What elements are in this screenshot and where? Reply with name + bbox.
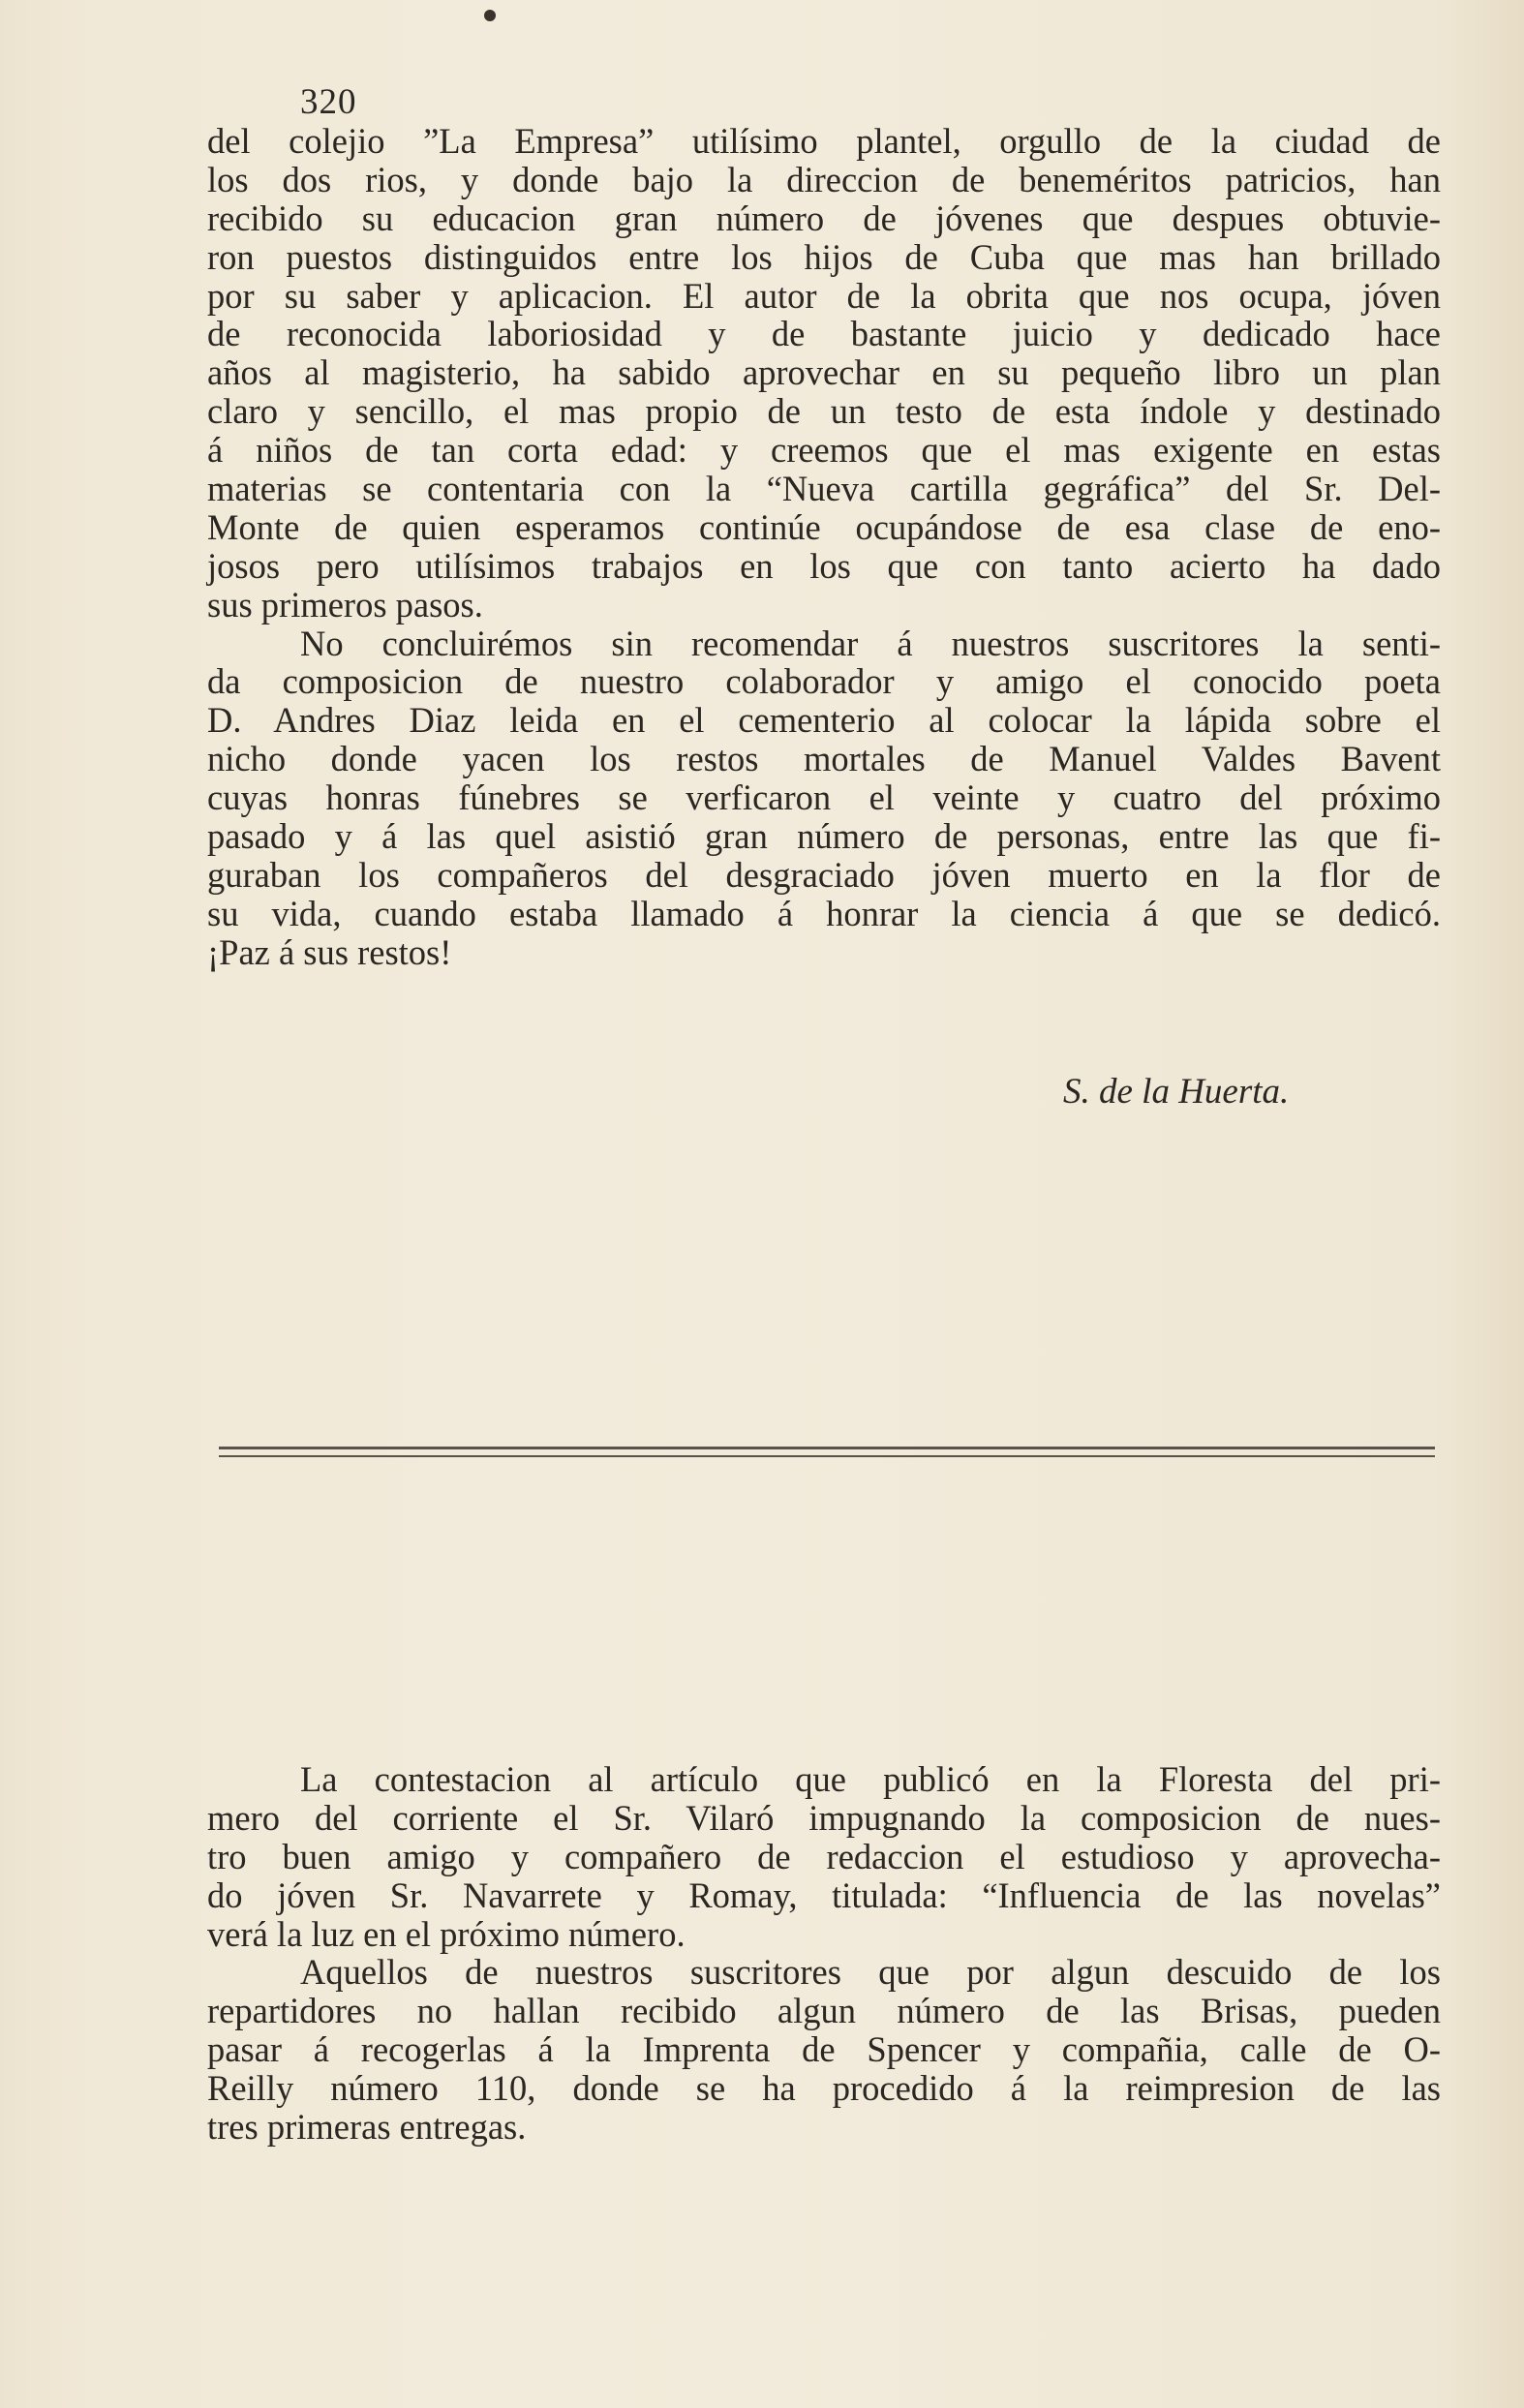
ink-dot	[484, 10, 496, 21]
author-signature: S. de la Huerta.	[1063, 1072, 1290, 1112]
text-line: ¡Paz á sus restos!	[207, 931, 452, 972]
text-line: D. Andres Diaz leida en el cementerio al colocar la lápida sobre el	[207, 700, 1441, 741]
page-number: 320	[300, 82, 357, 122]
text-line: Monte de quien esperamos continúe ocupándose de esa clase de eno-	[207, 506, 1441, 547]
section-divider	[219, 1455, 1435, 1457]
text-line: su vida, cuando estaba llamado á honrar la ciencia á que se dedicó.	[207, 893, 1441, 933]
text-line: materias se contentaria con la “Nueva cartilla gegráfica” del Sr. Del-	[207, 469, 1441, 509]
text-line: nicho donde yacen los restos mortales de Manuel Valdes Bavent	[207, 739, 1441, 779]
text-line: los dos rios, y donde bajo la direccion de beneméritos patricios, han	[207, 159, 1441, 199]
article-body-2	[207, 1760, 1441, 2147]
text-line: josos pero utilísimos trabajos en los que con tanto acierto ha dado	[207, 545, 1441, 586]
section-divider	[219, 1447, 1435, 1449]
text-line: No concluirémos sin recomendar á nuestros suscritores la senti-	[300, 623, 1441, 663]
text-line: mero del corriente el Sr. Vilaró impugnando la composicion de nues-	[207, 1797, 1441, 1838]
text-line: tro buen amigo y compañero de redaccion el estudioso y aprovecha-	[207, 1836, 1441, 1876]
text-line: recibido su educacion gran número de jóvenes que despues obtuvie-	[207, 198, 1441, 238]
text-line: de reconocida laboriosidad y de bastante juicio y dedicado hace	[207, 314, 1441, 354]
text-line: Reilly número 110, donde se ha procedido á la reimpresion de las	[207, 2068, 1441, 2109]
text-line: La contestacion al artículo que publicó en la Floresta del pri-	[300, 1759, 1441, 1799]
text-line: tres primeras entregas.	[207, 2107, 527, 2148]
text-line: ron puestos distinguidos entre los hijos de Cuba que mas han brillado	[207, 236, 1441, 277]
text-line: pasar á recogerlas á la Imprenta de Spencer y compañia, calle de O-	[207, 2029, 1441, 2070]
text-line: verá la luz en el próximo número.	[207, 1913, 686, 1954]
text-line: sus primeros pasos.	[207, 584, 483, 625]
text-line: del colejio ”La Empresa” utilísimo plantel, orgullo de la ciudad de	[207, 121, 1441, 161]
text-line: años al magisterio, ha sabido aprovechar en su pequeño libro un plan	[207, 352, 1441, 393]
text-line: guraban los compañeros del desgraciado jóven muerto en la flor de	[207, 854, 1441, 895]
text-line: da composicion de nuestro colaborador y amigo el conocido poeta	[207, 661, 1441, 702]
text-line: do jóven Sr. Navarrete y Romay, titulada: “Influencia de las novelas”	[207, 1875, 1441, 1915]
text-line: repartidores no hallan recibido algun número de las Brisas, pueden	[207, 1991, 1441, 2031]
article-body-1	[207, 122, 1441, 972]
text-line: á niños de tan corta edad: y creemos que el mas exigente en estas	[207, 430, 1441, 471]
text-line: pasado y á las quel asistió gran número de personas, entre las que fi-	[207, 816, 1441, 857]
text-line: Aquellos de nuestros suscritores que por algun descuido de los	[300, 1952, 1441, 1993]
text-line: cuyas honras fúnebres se verficaron el veinte y cuatro del próximo	[207, 777, 1441, 818]
text-line: claro y sencillo, el mas propio de un testo de esta índole y destinado	[207, 391, 1441, 432]
text-line: por su saber y aplicacion. El autor de la obrita que nos ocupa, jóven	[207, 275, 1441, 316]
